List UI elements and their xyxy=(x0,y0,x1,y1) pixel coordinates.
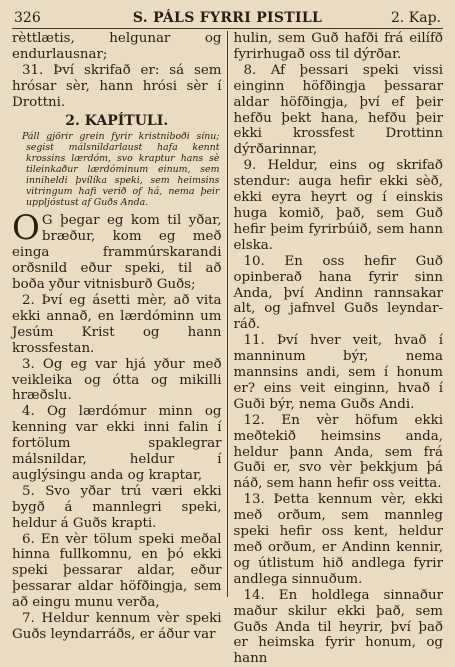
verse-10: 10. En oss hefir Guð opinberað hana fyrir sinn Anda, því Andinn rannsakar alt, og jafnvel Guðs leyndar-ráð. xyxy=(233,253,443,333)
verse-text: hulin, sem Guð hafði frá eilífð fyrirhugað oss til dýrðar. xyxy=(233,31,443,62)
text-columns xyxy=(12,31,443,667)
verse-6: 6. En vèr tölum speki meðal hinna fullkomnu, en þó ekki speki þessarar aldar, eður þessarar aldar höfðingja, sem að eingu munu verða, xyxy=(12,531,222,611)
verse-3: 3. Og eg var hjá yður með veikleika og ótta og mikilli hræðslu. xyxy=(12,356,222,404)
right-column xyxy=(227,31,444,667)
left-column xyxy=(12,31,227,642)
verse-13: 13. Þetta kennum vèr, ekki með orðum, sem mannleg speki hefir oss kent, heldur með orðum, er Andinn kennir, og útlistum hið andlega fyrir andlega sinnuðum. xyxy=(233,492,443,587)
chapter-heading: 2. KAPÍTULI. xyxy=(65,112,169,129)
verse-11: 11. Því hver veit, hvað í manninum býr, nema mannsins andi, sem í honum er? eins veit einginn, hvað í Guði býr, nema Guðs Andi. xyxy=(233,333,443,412)
running-title: S. PÁLS FYRRI PISTILL xyxy=(132,10,323,26)
verse-7: 7. Heldur kennum vèr speki Guðs leyndarráðs, er áður var xyxy=(12,611,222,642)
verse-4: 4. Og lærdómur minn og kenning var ekki inni falin í fortölum spaklegrar málsnildar, heldur í auglýsingu anda og kraptar, xyxy=(12,404,222,483)
verse-9: 9. Heldur, eins og skrifað stendur: auga hefir ekki sèð, ekki eyra heyrt og í einskis huga komið, það, sem Guð hefir þeim fyrirbúið, sem hann elska. xyxy=(233,158,443,253)
verse-31: 31. Því skrifað er: sá sem hrósar sèr, hann hrósi sèr í Drottni. xyxy=(12,62,222,110)
running-header xyxy=(12,10,443,29)
page-number: 326 xyxy=(14,10,41,26)
verse-8: 8. Af þessari speki vissi einginn höfðingja þessarar aldar höfðingja, því ef þeir hefðu þekt hana, hefðu þeir ekki krossfest Drottinn dýrðarinnar, xyxy=(233,62,443,158)
verse-2: 2. Því eg ásetti mèr, að vita ekki annað, en lærdóminn um Jesúm Krist og hann krossfestan. xyxy=(12,292,222,356)
chapter-summary: Páll gjörir grein fyrir kristniboði sínu; segist málsnildarlaust hafa kennt krossins lærdóm, svo kraptur hans sè tileinkaður lærdóminum einum, sem inniheldi þvílíka speki, sem heimsins vitringum hafi verið of há, nema þeir uppljóstust af Guðs Anda. xyxy=(22,131,220,209)
verse-1 xyxy=(12,208,222,293)
verse-5: 5. Svo yðar trú væri ekki bygð á mannlegri speki, heldur á Guðs krapti. xyxy=(12,483,222,531)
drop-cap: O xyxy=(12,208,40,249)
chapter-label: 2. Kap. xyxy=(390,10,441,26)
verse-12: 12. En vèr höfum ekki meðtekið heimsins anda, heldur þann Anda, sem frá Guði er, svo vèr þekkjum þá náð, sem hann hefir oss veitta. xyxy=(233,412,443,492)
verse-text: rèttlætis, helgunar og endurlausnar; xyxy=(12,31,222,62)
verse-14: 14. En holdlega sinnaður maður skilur ekki það, sem Guðs Anda til heyrir, því það er heimska fyrir honum, og hann xyxy=(233,587,443,667)
verse-1-text: G þegar eg kom til yðar, bræður, kom eg með einga frammúrskarandi orðsnild eður speki, til að boða yður vitnisburð Guðs; xyxy=(12,213,222,293)
